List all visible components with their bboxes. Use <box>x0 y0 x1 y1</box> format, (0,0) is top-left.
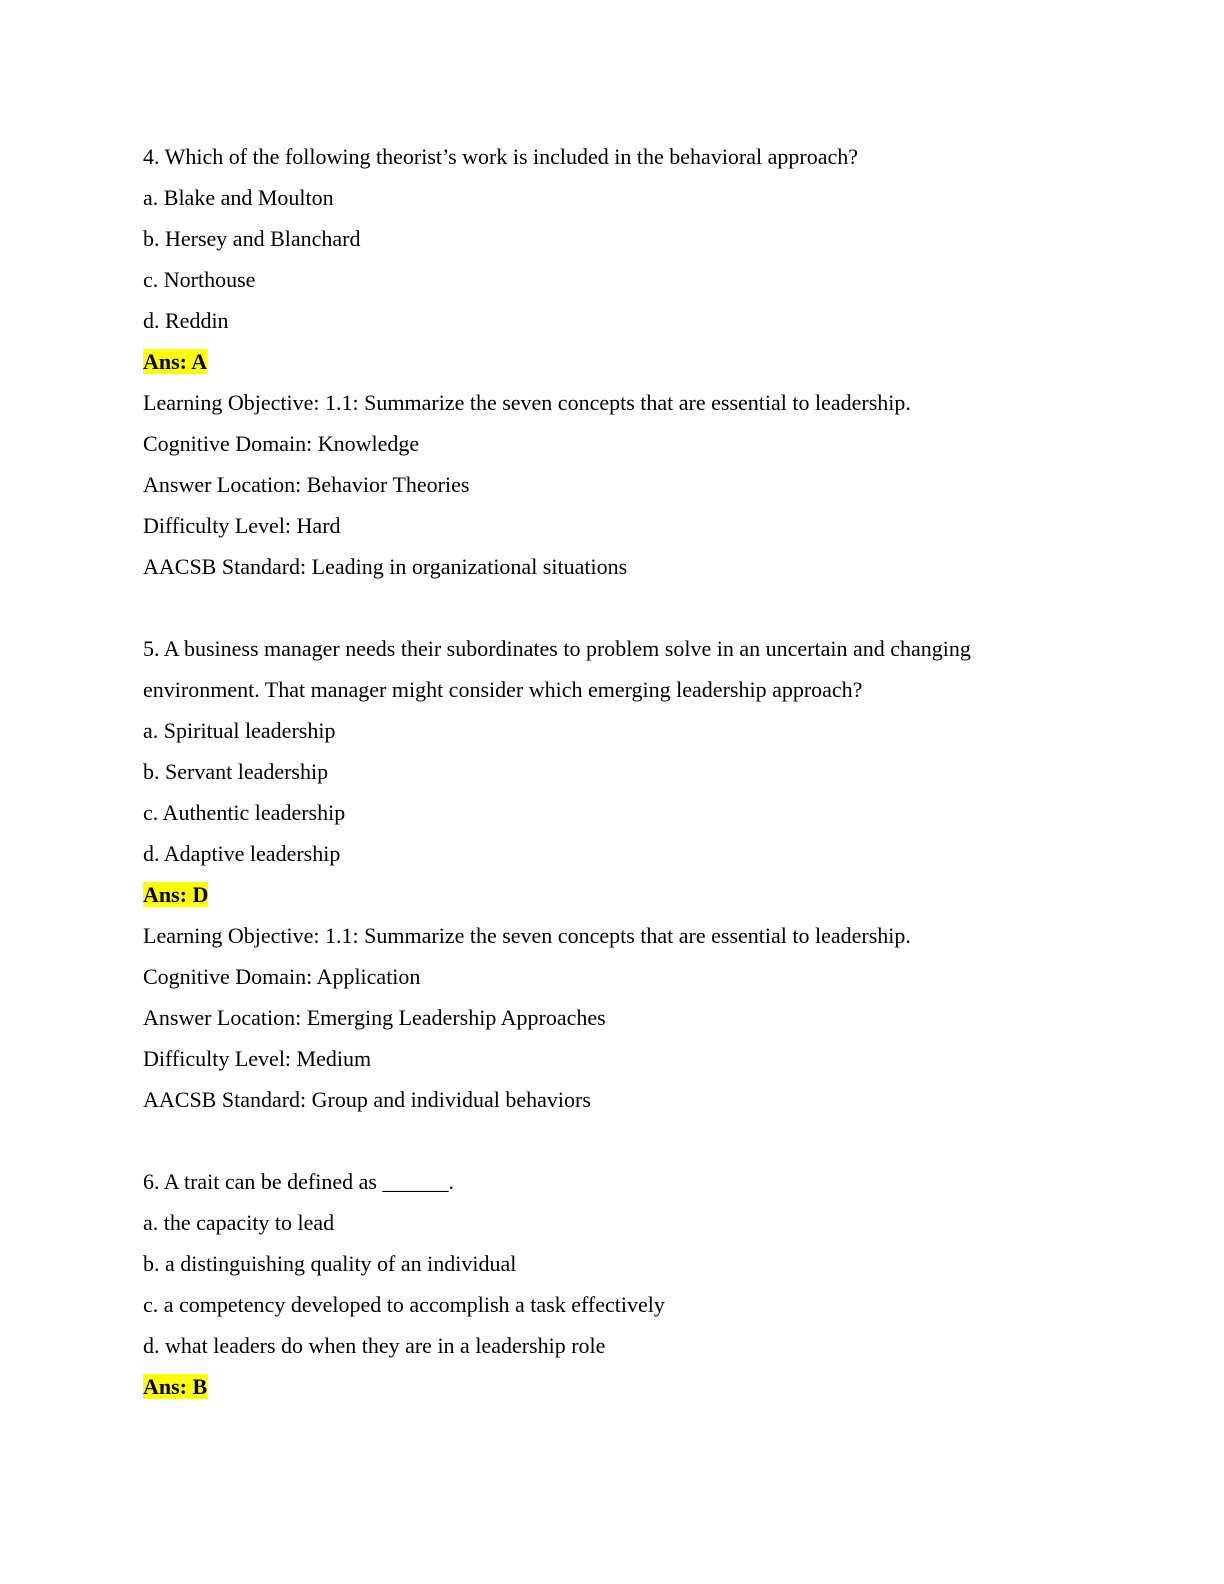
question-4 <box>143 136 1103 587</box>
spacer <box>143 1120 1103 1161</box>
cognitive-domain: Cognitive Domain: Application <box>143 964 421 989</box>
answer-location: Answer Location: Emerging Leadership Approaches <box>143 1005 606 1030</box>
difficulty-level: Difficulty Level: Medium <box>143 1046 372 1071</box>
question-6 <box>143 1161 1103 1407</box>
question-stem: 6. A trait can be defined as ______. <box>143 1169 454 1194</box>
option-c: c. Authentic leadership <box>143 800 346 825</box>
document-page <box>143 136 1103 1407</box>
aacsb-standard: AACSB Standard: Group and individual behaviors <box>143 1087 591 1112</box>
cognitive-domain: Cognitive Domain: Knowledge <box>143 431 420 456</box>
answer-highlight: Ans: D <box>143 882 209 907</box>
spacer <box>143 587 1103 628</box>
difficulty-level: Difficulty Level: Hard <box>143 513 341 538</box>
answer-highlight: Ans: B <box>143 1374 208 1399</box>
answer-line <box>143 341 1103 382</box>
option-d: d. Reddin <box>143 308 229 333</box>
option-d: d. what leaders do when they are in a leadership role <box>143 1333 606 1358</box>
option-c: c. a competency developed to accomplish a task effectively <box>143 1292 665 1317</box>
answer-highlight: Ans: A <box>143 349 208 374</box>
option-a: a. Spiritual leadership <box>143 718 336 743</box>
question-stem: 5. A business manager needs their subordinates to problem solve in an uncertain and changing environment. That manager might consider which emerging leadership approach? <box>143 636 971 702</box>
question-stem: 4. Which of the following theorist’s work is included in the behavioral approach? <box>143 144 859 169</box>
option-c: c. Northouse <box>143 267 256 292</box>
learning-objective: Learning Objective: 1.1: Summarize the seven concepts that are essential to leadership. <box>143 923 911 948</box>
option-b: b. a distinguishing quality of an individual <box>143 1251 517 1276</box>
option-b: b. Servant leadership <box>143 759 329 784</box>
answer-location: Answer Location: Behavior Theories <box>143 472 470 497</box>
question-5 <box>143 628 1103 1120</box>
option-b: b. Hersey and Blanchard <box>143 226 361 251</box>
option-d: d. Adaptive leadership <box>143 841 341 866</box>
aacsb-standard: AACSB Standard: Leading in organizational situations <box>143 554 628 579</box>
option-a: a. Blake and Moulton <box>143 185 334 210</box>
option-a: a. the capacity to lead <box>143 1210 335 1235</box>
answer-line <box>143 874 1103 915</box>
learning-objective: Learning Objective: 1.1: Summarize the seven concepts that are essential to leadership. <box>143 390 911 415</box>
answer-line <box>143 1366 1103 1407</box>
